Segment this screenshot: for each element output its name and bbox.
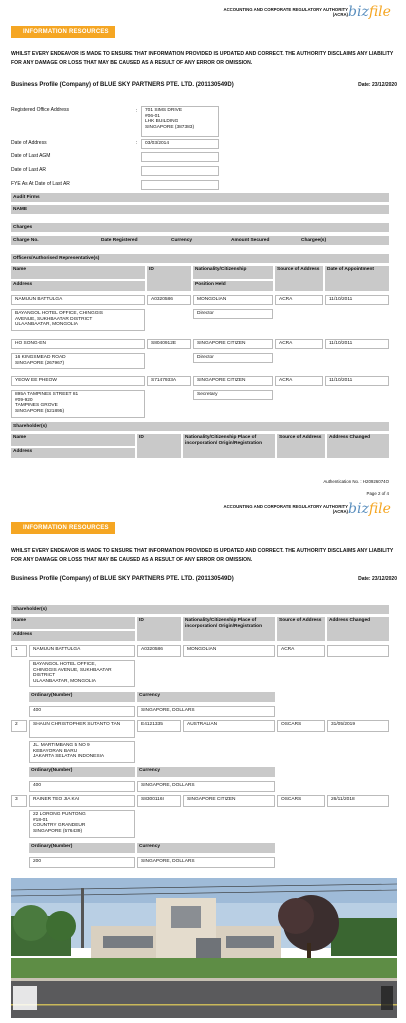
shareholder-name: SHAUN CHRISTOPHER SUTANTO TAN — [29, 720, 135, 738]
shares-value: 400 — [29, 781, 135, 792]
shareholders-bar: Shareholder(s) — [11, 422, 389, 431]
officer-position: Director — [193, 309, 273, 319]
officer-date: 11/10/2011 — [325, 339, 389, 349]
officer-date: 11/10/2011 — [325, 295, 389, 305]
authority-name: ACCOUNTING AND CORPORATE REGULATORY AUTHORITY (ACRA) — [223, 7, 348, 18]
ordinary-label: Ordinary(Number) — [29, 843, 135, 853]
officer-name: HO SONG-EN — [11, 339, 145, 349]
officer-id: S8040912E — [147, 339, 191, 349]
officer-col-nationality: Nationality/Citizenship — [193, 266, 273, 279]
fye-value — [141, 180, 219, 190]
officer-name: NAMUUN BATTULGA — [11, 295, 145, 305]
shareholder-source: ACRA — [277, 645, 325, 657]
agm-label: Date of Last AGM — [11, 153, 51, 159]
ordinary-label: Ordinary(Number) — [29, 767, 135, 777]
disclaimer: WHILST EVERY ENDEAVOR IS MADE TO ENSURE THAT INFORMATION PROVIDED IS UPDATED AND CORRECT. THE AUTHORITY DISCLAIMS ANY LIABILITY FOR ANY DAMAGE OR LOSS THAT MAY BE CAUSED AS A RESULT OF ANY ERROR OR OMISSION. — [11, 51, 394, 66]
charges-bar: Charges — [11, 223, 389, 232]
reg-office-label: Registered Office Address — [11, 107, 69, 113]
info-resources-tag: INFORMATION RESOURCES — [11, 522, 115, 534]
audit-firms-bar: Audit Firms — [11, 193, 389, 202]
officer-address: 16 KINGSMEAD ROAD SINGAPORE (267967) — [11, 353, 145, 369]
shareholder-source: OSCARS — [277, 720, 325, 732]
officer-col-id: ID — [147, 266, 191, 291]
officer-nationality: MONGOLIAN — [193, 295, 273, 305]
ar-value — [141, 166, 219, 176]
officer-nationality: SINGAPORE CITIZEN — [193, 376, 273, 386]
charges-columns: Charge No. Date Registered Currency Amount Secured Chargee(s) — [11, 236, 389, 245]
profile-title: Business Profile (Company) of BLUE SKY PARTNERS PTE. LTD. (201130549D) Date: 23/12/2020 — [11, 82, 397, 88]
officer-date: 11/10/2011 — [325, 376, 389, 386]
shareholder-date: 26/11/2018 — [327, 795, 389, 807]
shareholder-date: 31/05/2019 — [327, 720, 389, 732]
shareholder-nationality: SINGAPORE CITIZEN — [183, 795, 275, 807]
page1-header — [0, 0, 406, 34]
officer-source: ACRA — [275, 295, 323, 305]
officer-address: BAYANGOL HOTEL OFFICE, CHINGGIS AVENUE, SUKHBAATAR DISTRICT ULAANBAATAR, MONGOLIA — [11, 309, 145, 331]
currency-label: Currency — [137, 692, 275, 702]
shareholder-id: E4121335 — [137, 720, 181, 732]
page2-header — [0, 500, 406, 534]
officer-source: ACRA — [275, 376, 323, 386]
share-col-address: Address — [11, 448, 135, 458]
shareholder-index: 3 — [11, 795, 27, 807]
shareholders-bar: Shareholder(s) — [11, 605, 389, 614]
officer-position: Director — [193, 353, 273, 363]
shareholder-id: S8300116I — [137, 795, 181, 807]
officer-col-source: Source of Address — [275, 266, 323, 291]
share-col-changed: Address Changed — [327, 617, 389, 641]
date-address-value: 03/03/2014 — [141, 139, 219, 149]
reg-office-value: 701 SIMS DRIVE #06-01 LHK BUILDING SINGAPORE (387383) — [141, 106, 219, 137]
share-col-address: Address — [11, 631, 135, 641]
ar-label: Date of Last AR — [11, 167, 47, 173]
officer-col-position: Position Held — [193, 281, 273, 291]
shareholder-name: NAMUUN BATTULGA — [29, 645, 135, 657]
currency-label: Currency — [137, 767, 275, 777]
officer-source: ACRA — [275, 339, 323, 349]
profile-title: Business Profile (Company) of BLUE SKY PARTNERS PTE. LTD. (201130549D) Date: 23/12/2020 — [11, 576, 397, 582]
share-col-id: ID — [137, 434, 181, 458]
officer-name: YEOW EE PHEOW — [11, 376, 145, 386]
currency-value: SINGAPORE, DOLLARS — [137, 781, 275, 792]
bizfile-logo: bizfile — [348, 501, 391, 517]
street-view-photo — [11, 878, 397, 1018]
disclaimer: WHILST EVERY ENDEAVOR IS MADE TO ENSURE THAT INFORMATION PROVIDED IS UPDATED AND CORRECT. THE AUTHORITY DISCLAIMS ANY LIABILITY FOR ANY DAMAGE OR LOSS THAT MAY BE CAUSED AS A RESULT OF ANY ERROR OR OMISSION. — [11, 548, 394, 563]
shares-value: 200 — [29, 857, 135, 868]
shares-value: 400 — [29, 706, 135, 717]
page-number: Page 2 of 4 — [366, 491, 389, 496]
currency-value: SINGAPORE, DOLLARS — [137, 857, 275, 868]
officer-col-appointment: Date of Appointment — [325, 266, 389, 291]
date-address-label: Date of Address — [11, 140, 47, 146]
currency-label: Currency — [137, 843, 275, 853]
ordinary-label: Ordinary(Number) — [29, 692, 135, 702]
officer-id: S7147933A — [147, 376, 191, 386]
shareholder-address: 22 LORONG PUNTONG #18-01 COUNTRY GRANDEUR SINGAPORE (576439) — [29, 810, 135, 838]
share-col-source: Source of Address — [277, 434, 325, 458]
shareholder-id: A0320586 — [137, 645, 181, 657]
shareholder-nationality: AUSTRALIAN — [183, 720, 275, 732]
officer-nationality: SINGAPORE CITIZEN — [193, 339, 273, 349]
authentication-no: Authentication No. : H20926074O — [323, 479, 389, 484]
share-col-nationality: Nationality/Citizenship Place of incorporation/ Origin/Registration — [183, 434, 275, 458]
share-col-changed: Address Changed — [327, 434, 389, 458]
share-col-id: ID — [137, 617, 181, 641]
shareholder-name: RAINER TEO JIA KAI — [29, 795, 135, 807]
shareholder-index: 1 — [11, 645, 27, 657]
share-col-source: Source of Address — [277, 617, 325, 641]
authority-name: ACCOUNTING AND CORPORATE REGULATORY AUTHORITY (ACRA) — [223, 504, 348, 515]
shareholder-address: JL. MARTIMBANG 5 NO 9 KEBAYORAN BARU JAKARTA SELATAN INDONESIA — [29, 741, 135, 763]
audit-name-bar: NAME — [11, 205, 389, 214]
officers-bar: Officers/Authorised Representative(s) — [11, 254, 389, 263]
shareholder-nationality: MONGOLIAN — [183, 645, 275, 657]
info-resources-tag: INFORMATION RESOURCES — [11, 26, 115, 38]
officer-address: 895A TAMPINES STREET 81 #09-920 TAMPINES GROVE SINGAPORE (521895) — [11, 390, 145, 418]
bizfile-logo: bizfile — [348, 4, 391, 20]
shareholder-date — [327, 645, 389, 657]
officer-col-name: Name — [11, 266, 145, 279]
fye-label: FYE As At Date of Last AR — [11, 181, 70, 187]
shareholder-address: BAYANGOL HOTEL OFFICE, CHINGGIS AVENUE, SUKHBAATAR DISTRICT ULAANBAATAR, MONGOLIA — [29, 660, 135, 687]
share-col-name: Name — [11, 617, 135, 629]
agm-value — [141, 152, 219, 162]
shareholder-index: 2 — [11, 720, 27, 732]
currency-value: SINGAPORE, DOLLARS — [137, 706, 275, 717]
officer-position: Secretary — [193, 390, 273, 400]
officer-col-address: Address — [11, 281, 145, 291]
shareholder-source: OSCARS — [277, 795, 325, 807]
officer-id: A0320586 — [147, 295, 191, 305]
share-col-nationality: Nationality/Citizenship Place of incorporation/ Origin/Registration — [183, 617, 275, 641]
share-col-name: Name — [11, 434, 135, 446]
